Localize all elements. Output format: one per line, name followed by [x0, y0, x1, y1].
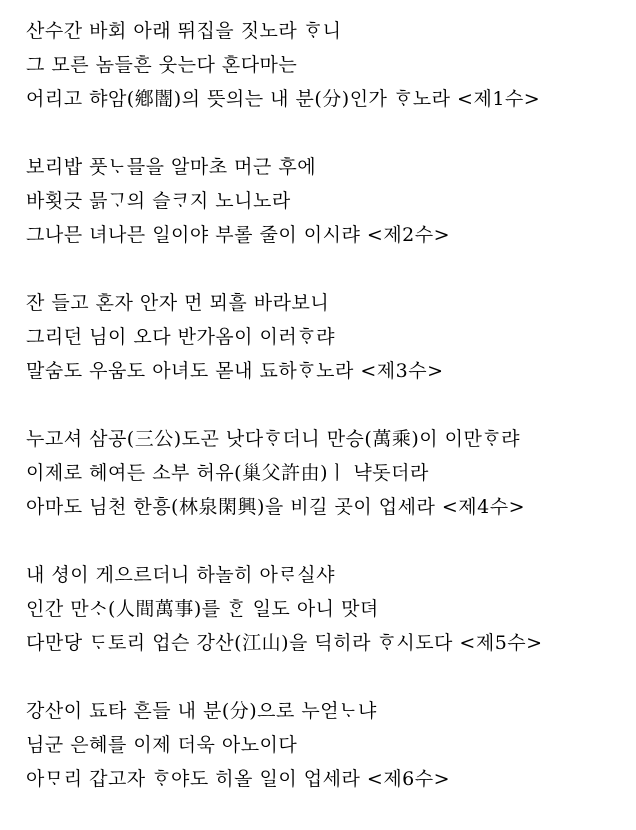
poem-text	[26, 14, 626, 830]
stanza-5	[26, 558, 626, 660]
poem-line: 그리던 님이 오다 반가옴이 이러ᄒᆞ랴	[26, 326, 335, 348]
poem-line: 아마도 님천 한흥(林泉閑興)을 비길 곳이 업세라 <제4수>	[26, 496, 526, 518]
stanza-6	[26, 694, 626, 796]
poem-line: 그나믄 녀나믄 일이야 부롤 줄이 이시랴 <제2수>	[26, 224, 451, 246]
poem-line: 님군 은혜를 이제 더욱 아노이다	[26, 734, 298, 756]
stanza-1	[26, 14, 626, 116]
poem-line: 잔 들고 혼자 안자 먼 뫼흘 바라보니	[26, 292, 330, 314]
poem-line: 강산이 됴타 흔들 내 분(分)으로 누얻ᄂᆞ냐	[26, 700, 377, 722]
poem-line: 말숨도 우움도 아녀도 몯내 됴하ᄒᆞ노라 <제3수>	[26, 360, 444, 382]
poem-line: 산수간 바회 아래 뛰집을 짓노라 ᄒᆞ니	[26, 20, 342, 42]
poem-line: 보리밥 풋ᄂᆞ믈을 알마초 머근 후에	[26, 156, 317, 178]
stanza-2	[26, 150, 626, 252]
stanza-4	[26, 422, 626, 524]
poem-line: 그 모른 놈들흔 웃는다 혼다마는	[26, 54, 298, 76]
poem-line: 인간 만ᄉᆞ(人間萬事)를 ᄒᆞᆫ 일도 아니 맛뎌	[26, 598, 379, 620]
poem-line: 다만당 ᄃᆞ토리 업슨 강산(江山)을 딕히라 ᄒᆞ시도다 <제5수>	[26, 632, 543, 654]
poem-line: 아ᄆᆞ리 갑고자 ᄒᆞ야도 히올 일이 업세라 <제6수>	[26, 768, 451, 790]
poem-line: 누고셔 삼공(三公)도곤 낫다ᄒᆞ더니 만승(萬乘)이 이만ᄒᆞ랴	[26, 428, 521, 450]
poem-line: 내 셩이 게으르더니 하놀히 아ᄅᆞ실샤	[26, 564, 335, 586]
poem-line: 어리고 햐암(鄕闇)의 뜻의는 내 분(分)인가 ᄒᆞ노라 <제1수>	[26, 88, 541, 110]
poem-line: 바횟긋 믉ᄀᆞ의 슬ᄏᆞ지 노니노라	[26, 190, 291, 212]
stanza-3	[26, 286, 626, 388]
poem-line: 이제로 헤여든 소부 허유(巢父許由)ㅣ 냑돗더라	[26, 462, 429, 484]
